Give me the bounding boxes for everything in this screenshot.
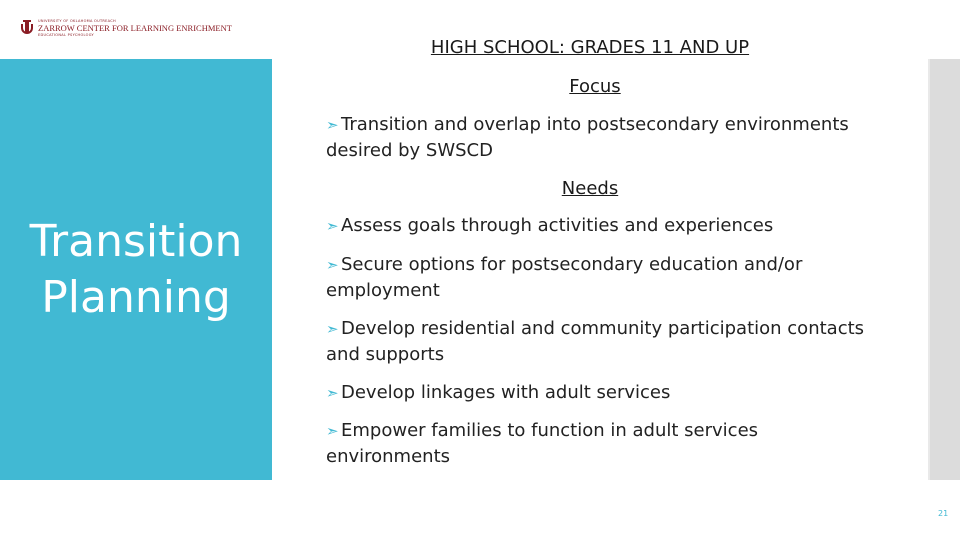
arrow-bullet-icon: ➣: [326, 217, 339, 235]
needs-item: [326, 316, 886, 368]
focus-item: [326, 112, 886, 164]
needs-item: [326, 380, 886, 406]
needs-item: [326, 213, 886, 239]
logo-line-1: UNIVERSITY OF OKLAHOMA OUTREACH: [38, 18, 116, 23]
needs-item-text: Develop residential and community participation contacts and supports: [326, 318, 865, 365]
arrow-bullet-icon: ➣: [326, 384, 339, 402]
logo-line-2: ZARROW CENTER FOR LEARNING ENRICHMENT: [38, 22, 232, 33]
ou-logo-icon: [20, 18, 34, 38]
main-heading: HIGH SCHOOL: GRADES 11 AND UP: [430, 37, 750, 58]
arrow-bullet-icon: ➣: [326, 256, 339, 274]
needs-item: [326, 252, 886, 304]
org-logo: [20, 18, 232, 38]
logo-line-3: EDUCATIONAL PSYCHOLOGY: [38, 32, 94, 37]
right-decorative-bar: [930, 59, 960, 480]
needs-item-text: Develop linkages with adult services: [341, 382, 671, 403]
needs-heading: Needs: [561, 178, 619, 199]
page-number: 21: [938, 509, 949, 518]
focus-heading: Focus: [569, 76, 621, 97]
side-title-line-2: Planning: [41, 272, 231, 323]
side-title: [0, 214, 272, 326]
needs-item-text: Empower families to function in adult services environments: [326, 420, 759, 467]
arrow-bullet-icon: ➣: [326, 320, 339, 338]
focus-item-text: Transition and overlap into postsecondary environments desired by SWSCD: [326, 114, 849, 161]
side-title-panel: [0, 59, 272, 480]
needs-item-text: Assess goals through activities and experiences: [341, 215, 774, 236]
arrow-bullet-icon: ➣: [326, 116, 339, 134]
arrow-bullet-icon: ➣: [326, 422, 339, 440]
side-title-line-1: Transition: [29, 216, 243, 267]
needs-item-text: Secure options for postsecondary education and/or employment: [326, 254, 803, 301]
needs-item: [326, 418, 886, 470]
